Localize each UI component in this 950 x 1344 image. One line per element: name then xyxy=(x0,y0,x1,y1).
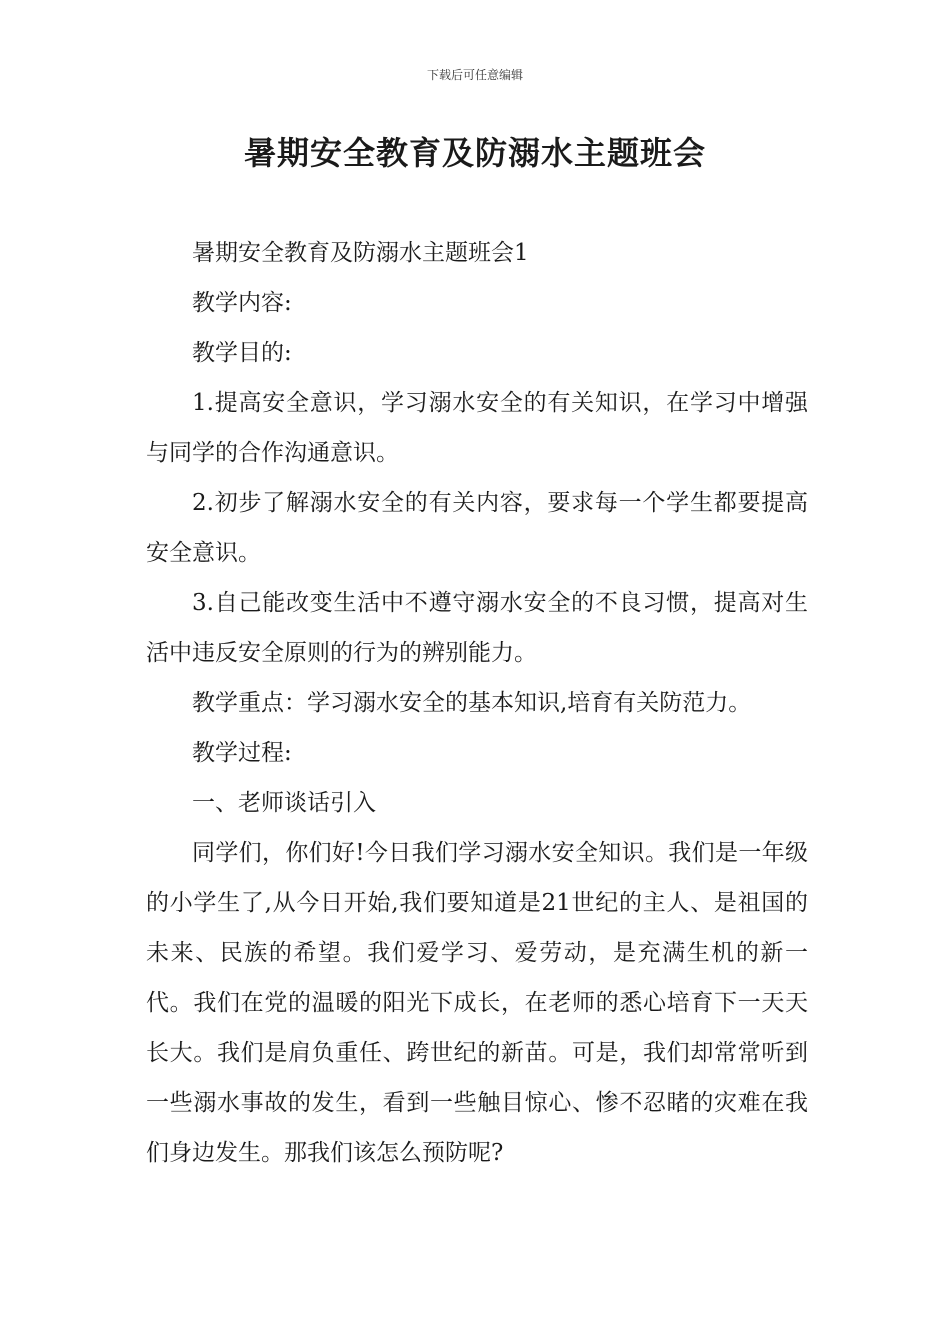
paragraph-goal-2: 2.初步了解溺水安全的有关内容，要求每一个学生都要提高安全意识。 xyxy=(146,490,808,566)
paragraph-goal-3: 3.自己能改变生活中不遵守溺水安全的不良习惯，提高对生活中违反安全原则的行为的辨别能力。 xyxy=(146,590,808,666)
paragraph-teaching-goal: 教学目的: xyxy=(192,340,292,366)
paragraph-goal-1: 1.提高安全意识，学习溺水安全的有关知识，在学习中增强与同学的合作沟通意识。 xyxy=(146,390,808,466)
paragraph-key-points: 教学重点：学习溺水安全的基本知识,培育有关防范力。 xyxy=(192,690,752,716)
paragraph-process: 教学过程: xyxy=(192,740,292,766)
paragraph-section-1: 一、老师谈话引入 xyxy=(192,790,376,816)
document-body xyxy=(146,228,808,1178)
paragraph-teaching-content: 教学内容: xyxy=(192,290,292,316)
document-title: 暑期安全教育及防溺水主题班会 xyxy=(243,134,706,172)
paragraph-subtitle: 暑期安全教育及防溺水主题班会1 xyxy=(192,240,529,266)
paragraph-intro-talk: 同学们，你们好!今日我们学习溺水安全知识。我们是一年级的小学生了,从今日开始,我们要知道是21世纪的主人、是祖国的未来、民族的希望。我们爱学习、爱劳动，是充满生机的新一代。我们在党的温暖的阳光下成长，在老师的悉心培育下一天天长大。我们是肩负重任、跨世纪的新苗。可是，我们却常常听到一些溺水事故的发生，看到一些触目惊心、惨不忍睹的灾难在我们身边发生。那我们该怎么预防呢? xyxy=(146,840,808,1166)
header-note: 下载后可任意编辑 xyxy=(426,68,523,82)
